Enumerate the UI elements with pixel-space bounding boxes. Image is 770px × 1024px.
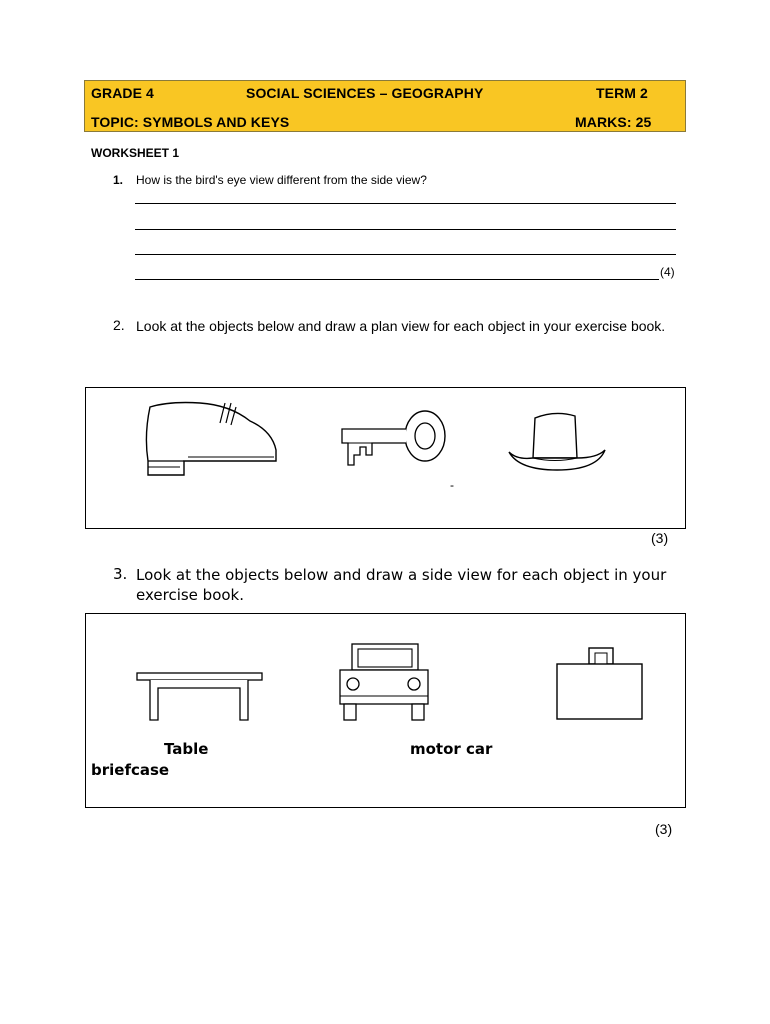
worksheet-title: WORKSHEET 1 (91, 146, 180, 160)
stray-mark: - (450, 478, 454, 492)
table-icon (136, 672, 264, 724)
shoe-icon (140, 395, 280, 480)
topic-label: TOPIC: SYMBOLS AND KEYS (91, 114, 290, 130)
answer-line[interactable] (135, 229, 676, 230)
q1-text: How is the bird's eye view different from the side view? (136, 173, 427, 187)
briefcase-icon (555, 646, 645, 722)
hat-icon (505, 408, 610, 478)
marks-label: MARKS: 25 (575, 114, 652, 130)
answer-line[interactable] (135, 203, 676, 204)
q1-marks: (4) (660, 265, 675, 279)
q3-marks: (3) (655, 821, 673, 837)
q2-text: Look at the objects below and draw a plan view for each object in your exercise book. (136, 318, 666, 334)
q2-marks: (3) (651, 530, 669, 546)
header-banner (84, 80, 686, 132)
key-icon (338, 405, 448, 470)
answer-line[interactable] (135, 254, 676, 255)
term-label: TERM 2 (596, 85, 648, 101)
label-motor-car: motor car (410, 740, 493, 758)
label-briefcase: briefcase (91, 761, 170, 779)
q3-number: 3. (113, 565, 128, 583)
subject-label: SOCIAL SCIENCES – GEOGRAPHY (246, 85, 484, 101)
q3-text: Look at the objects below and draw a side view for each object in your exercise book. (136, 566, 667, 604)
car-icon (338, 642, 430, 724)
answer-line[interactable] (135, 279, 659, 280)
q1-number: 1. (113, 173, 124, 187)
label-table: Table (164, 740, 209, 758)
grade-label: GRADE 4 (91, 85, 154, 101)
q2-number: 2. (113, 317, 125, 333)
